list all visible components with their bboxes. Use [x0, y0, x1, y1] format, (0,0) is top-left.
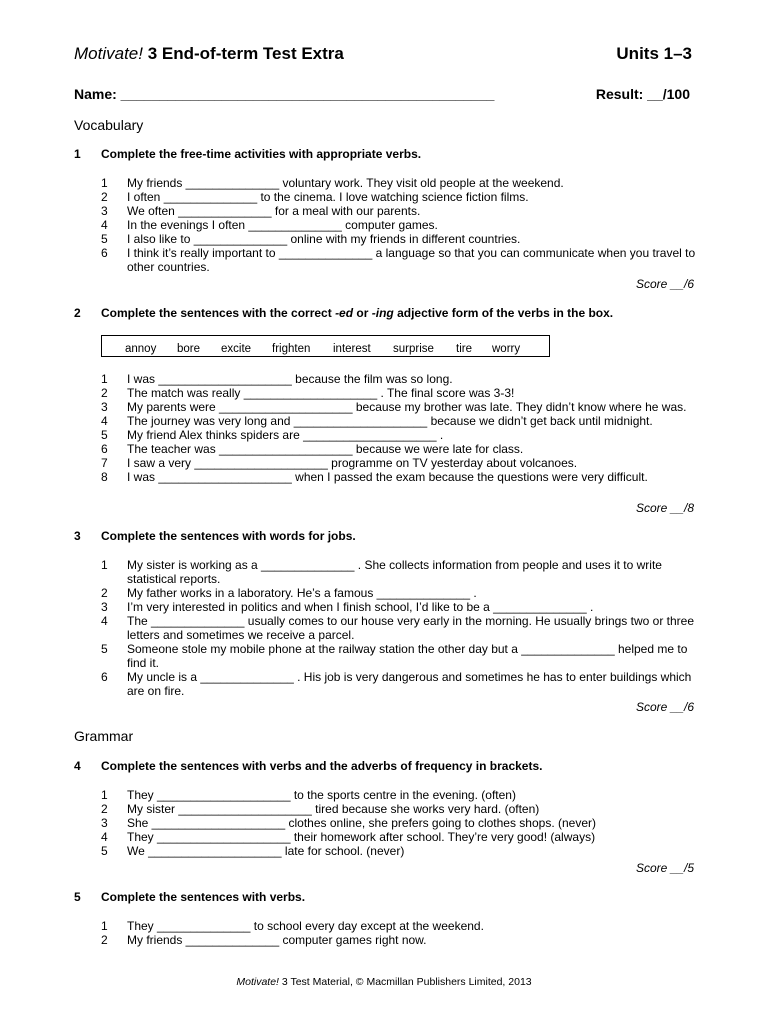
- list-item: 6 My uncle is a ______________ . His job is very dangerous and sometimes he has to enter buildings which are on fire.: [101, 670, 692, 698]
- list-item: 2 My father works in a laboratory. He’s a famous ______________ .: [101, 586, 477, 600]
- exercise-5-list: [101, 919, 701, 947]
- exercise-3-instruction: 3 Complete the sentences with words for jobs.: [74, 529, 356, 543]
- word-box-item: frighten: [272, 343, 311, 355]
- exercise-1-score: Score __/6: [635, 277, 694, 291]
- word-box-item: worry: [492, 343, 521, 355]
- list-item: 5 We ____________________ late for school. (never): [101, 844, 405, 858]
- word-box-item: tire: [456, 343, 472, 355]
- word-box-item: bore: [177, 343, 201, 355]
- units-label: Units 1–3: [616, 44, 692, 63]
- word-box-item: interest: [333, 343, 371, 355]
- exercise-5-instruction: 5 Complete the sentences with verbs.: [74, 890, 306, 904]
- list-item: 5 My friend Alex thinks spiders are ____________________ .: [101, 428, 444, 442]
- exercise-4-list: [101, 788, 701, 858]
- word-box-item: annoy: [125, 343, 157, 355]
- page-title: Motivate! 3 End-of-term Test Extra: [74, 44, 344, 63]
- list-item: 1 My friends ______________ voluntary work. They visit old people at the weekend.: [101, 176, 564, 190]
- list-item: 1 My sister is working as a ______________ . She collects information from people and uses it to write statistical reports.: [101, 558, 662, 586]
- list-item: 8 I was ____________________ when I passed the exam because the questions were very difficult.: [101, 470, 648, 484]
- list-item: 2 My friends ______________ computer games right now.: [101, 933, 427, 947]
- exercise-2-instruction: 2 Complete the sentences with the correct -ed or -ing adjective form of the verbs in the box.: [74, 306, 614, 320]
- list-item: 3 I’m very interested in politics and when I finish school, I’d like to be a ______________ .: [101, 600, 594, 614]
- list-item: 5 Someone stole my mobile phone at the railway station the other day but a ______________ helped me to find it.: [101, 642, 688, 670]
- section-heading-vocabulary: Vocabulary: [74, 117, 144, 133]
- exercise-1-instruction: 1 Complete the free-time activities with appropriate verbs.: [74, 147, 422, 161]
- exercise-3-list: [101, 558, 701, 698]
- exercise-4-score: Score __/5: [635, 861, 694, 875]
- list-item: 2 My sister ____________________ tired because she works very hard. (often): [101, 802, 540, 816]
- list-item: 1 I was ____________________ because the film was so long.: [101, 372, 453, 386]
- list-item: 7 I saw a very ____________________ programme on TV yesterday about volcanoes.: [101, 456, 578, 470]
- list-item: 3 She ____________________ clothes online, she prefers going to clothes shops. (never): [101, 816, 597, 830]
- exercise-2-score: Score __/8: [635, 501, 694, 515]
- page-footer: Motivate! 3 Test Material, © Macmillan Publishers Limited, 2013: [236, 976, 532, 988]
- list-item: 2 I often ______________ to the cinema. I love watching science fiction films.: [101, 190, 529, 204]
- list-item: 4 They ____________________ their homework after school. They’re very good! (always): [101, 830, 596, 844]
- word-box-item: surprise: [393, 343, 434, 355]
- list-item: 4 The journey was very long and ____________________ because we didn’t get back until midnight.: [101, 414, 653, 428]
- result-field: Result: __/100: [595, 86, 690, 102]
- list-item: 1 They ______________ to school every day except at the weekend.: [101, 919, 484, 933]
- list-item: 3 We often ______________ for a meal with our parents.: [101, 204, 421, 218]
- list-item: 6 I think it’s really important to ______________ a language so that you can communicate when you travel to other countries.: [101, 246, 696, 274]
- list-item: 6 The teacher was ____________________ because we were late for class.: [101, 442, 524, 456]
- exercise-4-instruction: 4 Complete the sentences with verbs and the adverbs of frequency in brackets.: [74, 759, 543, 773]
- list-item: 1 They ____________________ to the sports centre in the evening. (often): [101, 788, 516, 802]
- word-box: [101, 335, 550, 357]
- list-item: 5 I also like to ______________ online with my friends in different countries.: [101, 232, 521, 246]
- word-box-item: excite: [221, 343, 252, 355]
- list-item: 4 The ______________ usually comes to our house very early in the morning. He usually brings two or three letters and sometimes we receive a parcel.: [101, 614, 694, 642]
- list-item: 3 My parents were ____________________ because my brother was late. They didn’t know where he was.: [101, 400, 687, 414]
- exercise-1-list: [101, 176, 701, 274]
- section-heading-grammar: Grammar: [74, 728, 134, 744]
- list-item: 2 The match was really ____________________ . The final score was 3-3!: [101, 386, 515, 400]
- name-field: Name: ________________________________________________: [74, 86, 495, 102]
- exercise-3-score: Score __/6: [635, 700, 694, 714]
- list-item: 4 In the evenings I often ______________ computer games.: [101, 218, 438, 232]
- exercise-2-list: [101, 372, 701, 484]
